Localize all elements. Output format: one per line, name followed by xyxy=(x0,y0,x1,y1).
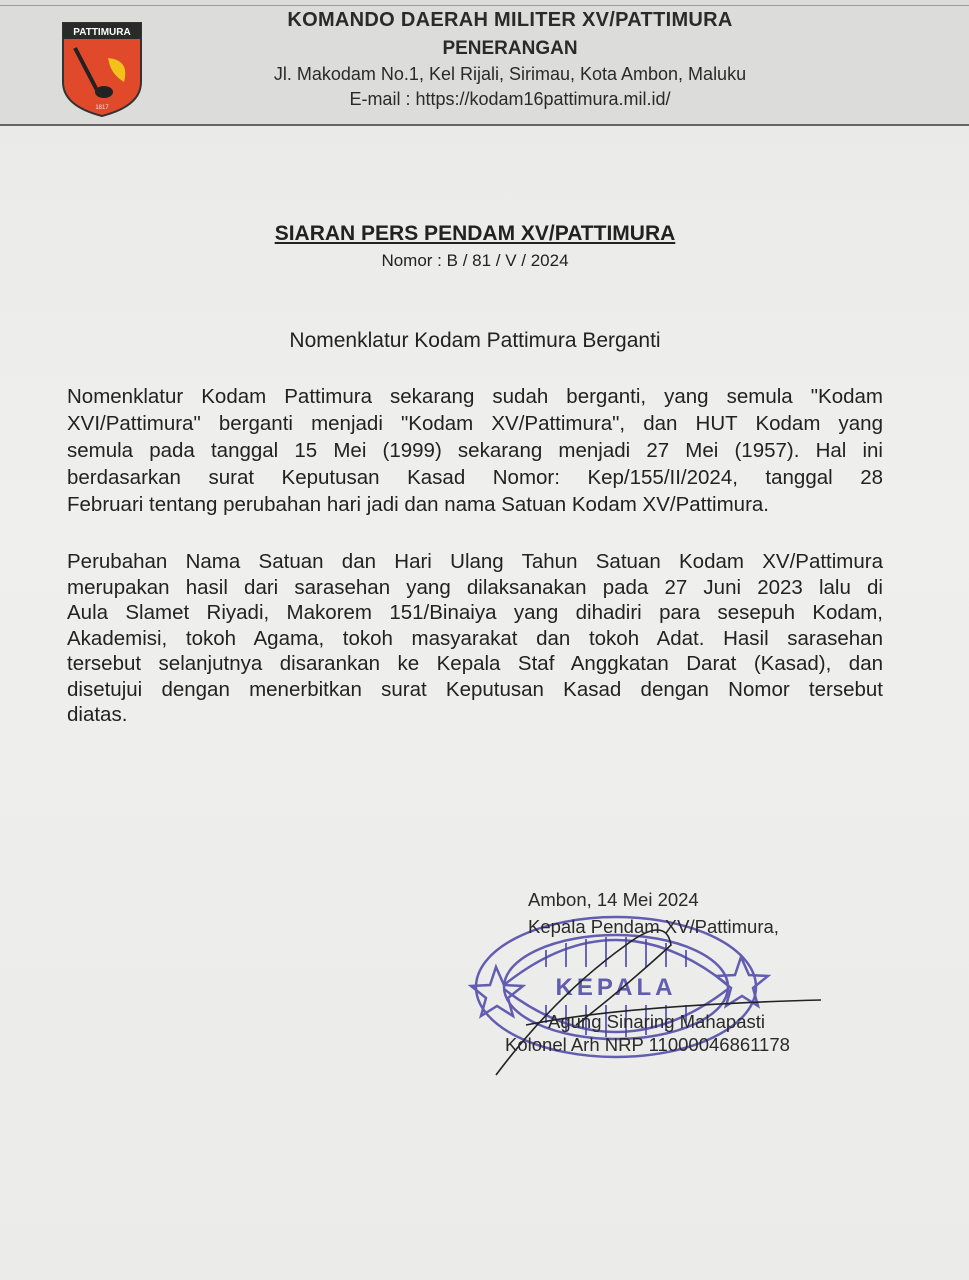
paragraph-1 xyxy=(67,383,883,518)
text-line: semula pada tanggal 15 Mei (1999) sekarang menjadi 27 Mei (1957). Hal ini xyxy=(67,439,883,462)
signature-place-date: Ambon, 14 Mei 2024 xyxy=(528,889,699,910)
signatory-rank-nrp: Kolonel Arh NRP 11000046861178 xyxy=(505,1034,790,1055)
text-line: Nomenklatur Kodam Pattimura sekarang sudah berganti, yang semula "Kodam xyxy=(67,385,883,408)
division-name: PENERANGAN xyxy=(442,38,578,59)
email: E-mail : https://kodam16pattimura.mil.id/ xyxy=(349,89,671,109)
text-line: tersebut selanjutnya disarankan ke Kepala Staf Anggkatan Darat (Kasad), dan xyxy=(67,652,883,675)
text-line: disetujui dengan menerbitkan surat Keputusan Kasad dengan Nomor tersebut xyxy=(67,677,883,701)
text-line: merupakan hasil dari sarasehan yang dilaksanakan pada 27 Juni 2023 lalu di xyxy=(67,575,883,599)
text-line: Aula Slamet Riyadi, Makorem 151/Binaiya yang dihadiri para sesepuh Kodam, xyxy=(67,601,883,624)
top-rule xyxy=(0,5,969,6)
text-line: diatas. xyxy=(67,703,128,726)
text-line: XVI/Pattimura" berganti menjadi "Kodam XV/Pattimura", dan HUT Kodam yang xyxy=(67,412,883,435)
text-line: Perubahan Nama Satuan dan Hari Ulang Tahun Satuan Kodam XV/Pattimura xyxy=(67,550,883,573)
signatory-name: Agung Sinaring Mahapasti xyxy=(548,1011,766,1032)
svg-text:PATTIMURA: PATTIMURA xyxy=(73,27,131,38)
signature-position: Kepala Pendam XV/Pattimura, xyxy=(528,916,779,937)
paragraph-2 xyxy=(67,549,883,728)
pattimura-logo-icon xyxy=(60,20,144,118)
svg-text:KEPALA: KEPALA xyxy=(555,974,677,1001)
text-line: Februari tentang perubahan hari jadi dan nama Satuan Kodam XV/Pattimura. xyxy=(67,493,769,516)
letterhead xyxy=(0,0,969,126)
document-subject: Nomenklatur Kodam Pattimura Berganti xyxy=(289,329,661,352)
address: Jl. Makodam No.1, Kel Rijali, Sirimau, Kota Ambon, Maluku xyxy=(273,64,747,84)
text-line: berdasarkan surat Keputusan Kasad Nomor: Kep/155/II/2024, tanggal 28 xyxy=(67,466,883,489)
svg-text:1817: 1817 xyxy=(95,105,109,111)
org-name: KOMANDO DAERAH MILITER XV/PATTIMURA xyxy=(287,9,733,31)
text-line: Akademisi, tokoh Agama, tokoh masyarakat dan tokoh Adat. Hasil sarasehan xyxy=(67,626,883,650)
document-number: Nomor : B / 81 / V / 2024 xyxy=(381,251,569,270)
document-title: SIARAN PERS PENDAM XV/PATTIMURA xyxy=(274,222,676,245)
